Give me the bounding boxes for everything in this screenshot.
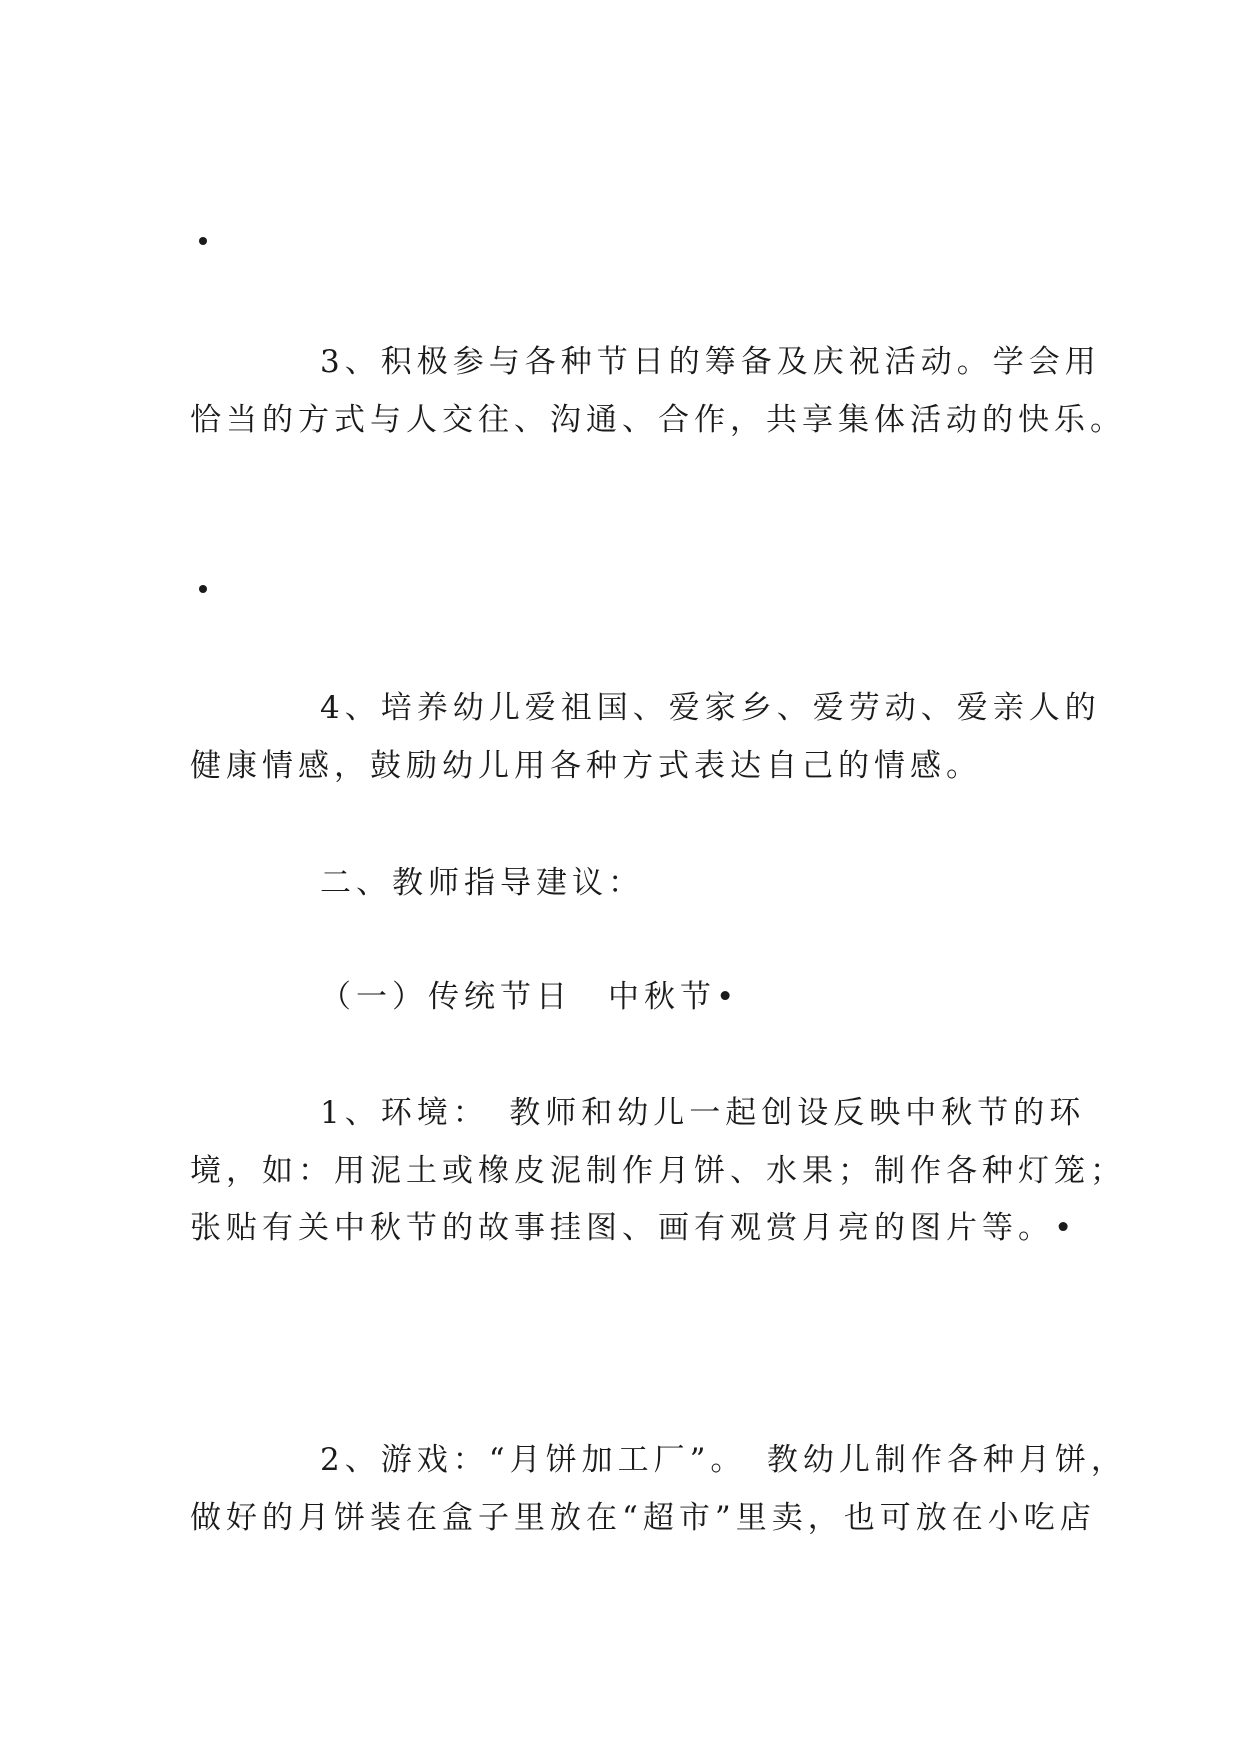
- paragraph-4-line-1: 4、培养幼儿爱祖国、爱家乡、爱劳动、爱亲人的: [320, 690, 1101, 726]
- paragraph-3-line-2: 恰当的方式与人交往、沟通、合作，共享集体活动的快乐。: [190, 402, 1126, 438]
- paragraph-3-line-1: 3、积极参与各种节日的筹备及庆祝活动。学会用: [320, 344, 1101, 380]
- paragraph-4-line-2: 健康情感，鼓励幼儿用各种方式表达自己的情感。: [190, 748, 982, 784]
- item-1-line-2: 境，如：用泥土或橡皮泥制作月饼、水果；制作各种灯笼；: [190, 1153, 1126, 1189]
- subheading-mid-autumn: （一）传统节日 中秋节•: [320, 979, 740, 1015]
- item-2-line-2: 做好的月饼装在盒子里放在“超市”里卖，也可放在小吃店: [190, 1500, 1096, 1536]
- item-1-line-1: 1、环境： 教师和幼儿一起创设反映中秋节的环: [320, 1095, 1086, 1131]
- item-1-line-3: 张贴有关中秋节的故事挂图、画有观赏月亮的图片等。•: [190, 1210, 1078, 1246]
- item-2-line-1: 2、游戏：“月饼加工厂”。 教幼儿制作各种月饼，: [320, 1442, 1127, 1478]
- bullet-dot: [199, 585, 207, 593]
- section-heading: 二、教师指导建议：: [320, 865, 644, 901]
- bullet-dot: [199, 237, 207, 245]
